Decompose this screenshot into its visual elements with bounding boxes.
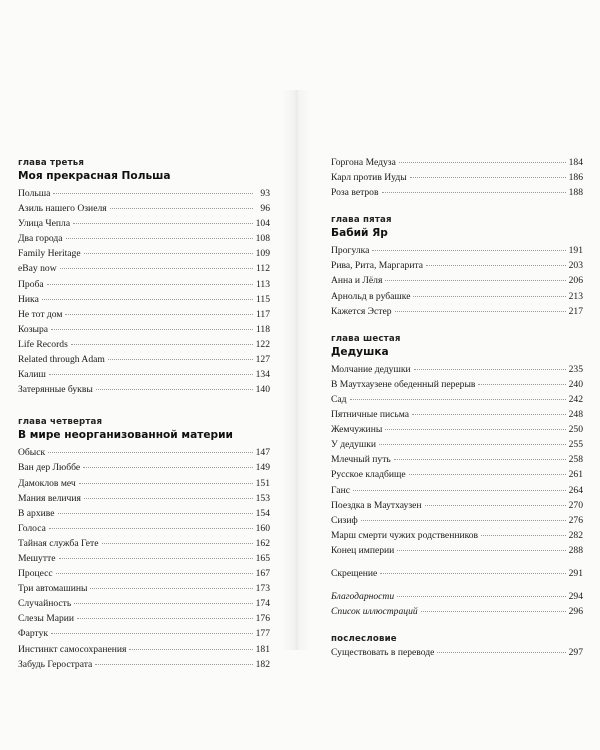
entry-title: Жемчужины xyxy=(331,424,383,436)
entry-title: Сад xyxy=(331,393,347,405)
entry-page: 264 xyxy=(568,484,583,496)
entry-title: Поездка в Маутхаузен xyxy=(331,499,422,511)
entry-title: Существовать в переводе xyxy=(331,647,435,659)
entry-page: 153 xyxy=(255,492,270,504)
toc-entry xyxy=(18,337,270,352)
toc-entry-scrap xyxy=(331,566,583,581)
spacer xyxy=(331,200,583,214)
dot-leader xyxy=(47,284,253,285)
toc-entry-afterword xyxy=(331,645,583,660)
entry-title: Сизиф xyxy=(331,514,358,526)
toc-entry xyxy=(331,437,583,452)
dot-leader xyxy=(397,596,565,597)
dot-leader xyxy=(394,459,566,460)
toc-entry xyxy=(331,304,583,319)
dot-leader xyxy=(478,384,565,385)
entry-title: Фартук xyxy=(18,628,49,640)
toc-entry xyxy=(18,201,270,216)
entry-page: 115 xyxy=(255,293,270,305)
entry-page: 151 xyxy=(255,477,270,489)
toc-entry xyxy=(331,513,583,528)
entry-page: 165 xyxy=(255,552,270,564)
entry-page: 206 xyxy=(568,275,583,287)
spacer xyxy=(331,319,583,333)
entry-page: 191 xyxy=(568,245,583,257)
dot-leader xyxy=(108,359,253,360)
chapter-label: глава четвертая xyxy=(18,417,103,428)
dot-leader xyxy=(53,193,253,194)
entry-title: Улица Чепла xyxy=(18,218,71,230)
entry-title: Затерянные буквы xyxy=(18,384,93,396)
toc-entries-continued xyxy=(331,155,583,200)
entry-title: Не тот дом xyxy=(18,308,63,320)
toc-entry xyxy=(18,292,270,307)
toc-entry xyxy=(18,581,270,596)
spacer xyxy=(331,558,583,566)
toc-entry xyxy=(18,367,270,382)
entry-title: Польша xyxy=(18,188,51,199)
entry-page: 140 xyxy=(255,384,270,396)
toc-entry xyxy=(18,551,270,566)
chapter-title: Дедушка xyxy=(331,345,389,358)
dot-leader xyxy=(380,573,565,574)
dot-leader xyxy=(71,344,253,345)
dot-leader xyxy=(95,664,252,665)
dot-leader xyxy=(73,223,253,224)
entry-page: 186 xyxy=(568,172,583,184)
toc-entry-thanks xyxy=(331,589,583,604)
entry-title: Азиль нашего Озиеля xyxy=(18,203,107,215)
toc-entries xyxy=(331,243,583,318)
toc-entries xyxy=(18,186,270,397)
toc-entry xyxy=(331,407,583,422)
entry-page: 127 xyxy=(255,354,270,366)
toc-entry xyxy=(331,483,583,498)
toc-entry xyxy=(18,261,270,276)
entry-title: Ван дер Люббе xyxy=(18,462,81,474)
toc-entry xyxy=(18,382,270,397)
entry-title: Горгона Медуза xyxy=(331,157,396,168)
entry-page: 240 xyxy=(568,378,583,390)
dot-leader xyxy=(421,611,566,612)
entry-title: Три автомашины xyxy=(18,583,88,595)
entry-title: Млечный путь xyxy=(331,454,391,466)
toc-entry xyxy=(18,506,270,521)
entry-title: Ганс xyxy=(331,484,350,496)
entry-title: Ника xyxy=(18,293,39,305)
toc-entry xyxy=(331,392,583,407)
entry-title: Голоса xyxy=(18,522,46,534)
entry-title: Случайность xyxy=(18,598,72,610)
spacer xyxy=(331,581,583,589)
dot-leader xyxy=(51,329,253,330)
entry-page: 296 xyxy=(568,606,583,618)
entry-title: Молчание дедушки xyxy=(331,363,411,375)
entry-title: В Маутхаузене обеденный перерыв xyxy=(331,378,476,390)
entry-page: 291 xyxy=(568,567,583,579)
entry-title: Мешутте xyxy=(18,552,56,564)
toc-entry xyxy=(331,498,583,513)
toc-entry xyxy=(18,491,270,506)
toc-entry xyxy=(331,467,583,482)
dot-leader xyxy=(102,543,253,544)
entry-page: 288 xyxy=(568,544,583,556)
entry-page: 203 xyxy=(568,260,583,272)
entry-title: Забудь Герострата xyxy=(18,658,93,670)
dot-leader xyxy=(49,374,253,375)
entry-title: Русское кладбище xyxy=(331,469,406,481)
toc-entry xyxy=(331,543,583,558)
entry-page: 261 xyxy=(568,469,583,481)
dot-leader xyxy=(385,280,565,281)
dot-leader xyxy=(382,192,566,193)
toc-entry xyxy=(331,170,583,185)
entry-page: 217 xyxy=(568,305,583,317)
dot-leader xyxy=(410,177,566,178)
toc-entry xyxy=(18,307,270,322)
entry-title: Проба xyxy=(18,278,44,290)
dot-leader xyxy=(56,573,253,574)
entry-page: 177 xyxy=(255,628,270,640)
dot-leader xyxy=(49,528,253,529)
toc-entry xyxy=(331,243,583,258)
dot-leader xyxy=(60,268,253,269)
toc-entry xyxy=(18,231,270,246)
entry-page: 282 xyxy=(568,529,583,541)
toc-entry xyxy=(18,521,270,536)
toc-entries xyxy=(331,362,583,558)
dot-leader xyxy=(77,618,253,619)
dot-leader xyxy=(51,633,253,634)
dot-leader xyxy=(426,265,566,266)
toc-entry xyxy=(18,322,270,337)
entry-title: Мания величия xyxy=(18,492,81,504)
entry-title: Слезы Марии xyxy=(18,613,75,625)
entry-page: 182 xyxy=(255,658,270,670)
dot-leader xyxy=(361,520,566,521)
entry-title: eBay now xyxy=(18,263,57,275)
entry-title: Скрещение xyxy=(331,567,378,579)
dot-leader xyxy=(397,550,565,551)
entry-title: Пятничные письма xyxy=(331,409,410,421)
entry-page: 167 xyxy=(255,568,270,580)
entry-page: 154 xyxy=(255,507,270,519)
entry-title: Список иллюстраций xyxy=(331,606,418,618)
entry-page: 149 xyxy=(255,462,270,474)
chapter-six-section xyxy=(331,333,583,558)
entry-page: 270 xyxy=(568,499,583,511)
toc-entry xyxy=(331,362,583,377)
entry-title: У дедушки xyxy=(331,439,377,451)
dot-leader xyxy=(48,452,252,453)
toc-entry xyxy=(18,657,270,672)
entry-title: Related through Adam xyxy=(18,354,105,366)
toc-entry xyxy=(18,611,270,626)
entry-page: 294 xyxy=(568,591,583,603)
toc-entry xyxy=(331,155,583,170)
toc-entry xyxy=(18,246,270,261)
dot-leader xyxy=(84,498,253,499)
dot-leader xyxy=(79,483,253,484)
dot-leader xyxy=(110,208,253,209)
entry-title: Процесс xyxy=(18,568,53,580)
entry-page: 250 xyxy=(568,424,583,436)
toc-entry xyxy=(331,422,583,437)
dot-leader xyxy=(437,652,565,653)
dot-leader xyxy=(84,253,253,254)
chapter-label: глава третья xyxy=(18,158,85,168)
entry-page: 93 xyxy=(260,188,270,199)
entry-page: 297 xyxy=(568,647,583,659)
dot-leader xyxy=(379,444,566,445)
dot-leader xyxy=(350,399,566,400)
entry-page: 258 xyxy=(568,454,583,466)
entry-page: 108 xyxy=(255,233,270,245)
dot-leader xyxy=(395,311,566,312)
entry-page: 104 xyxy=(255,218,270,230)
entry-page: 109 xyxy=(255,248,270,260)
toc-entry xyxy=(331,377,583,392)
toc-entry-illustrations xyxy=(331,604,583,619)
toc-entry xyxy=(331,289,583,304)
entry-page: 173 xyxy=(255,583,270,595)
entry-title: Рива, Рита, Маргарита xyxy=(331,260,424,272)
entry-title: В архиве xyxy=(18,507,55,519)
entry-page: 174 xyxy=(255,598,270,610)
dot-leader xyxy=(372,250,565,251)
entry-page: 117 xyxy=(255,308,270,320)
left-page-toc xyxy=(18,157,270,672)
entry-page: 181 xyxy=(255,643,270,655)
entry-title: Прогулка xyxy=(331,245,370,257)
dot-leader xyxy=(58,513,253,514)
entry-page: 188 xyxy=(568,187,583,199)
dot-leader xyxy=(425,505,566,506)
dot-leader xyxy=(409,474,566,475)
dot-leader xyxy=(42,299,253,300)
dot-leader xyxy=(413,296,565,297)
dot-leader xyxy=(129,649,252,650)
entry-title: Конец империи xyxy=(331,544,395,556)
entry-page: 122 xyxy=(255,338,270,350)
dot-leader xyxy=(414,369,566,370)
entry-page: 96 xyxy=(260,203,270,215)
entry-page: 255 xyxy=(568,439,583,451)
chapter-title: Моя прекрасная Польша xyxy=(18,170,171,182)
entry-title: Арнольд в рубашке xyxy=(331,290,411,302)
entry-title: Анна и Лёля xyxy=(331,275,383,287)
chapter-four-section xyxy=(18,416,270,671)
entry-title: Козыра xyxy=(18,323,49,335)
dot-leader xyxy=(353,490,566,491)
dot-leader xyxy=(66,238,253,239)
entry-title: Калиш xyxy=(18,369,46,381)
dot-leader xyxy=(385,429,565,430)
dot-leader xyxy=(59,558,253,559)
toc-entry xyxy=(331,185,583,200)
dot-leader xyxy=(90,588,252,589)
entry-title: Тайная служба Гете xyxy=(18,537,99,549)
chapter-title: Бабий Яр xyxy=(331,227,388,240)
entry-page: 184 xyxy=(568,157,583,168)
toc-entry xyxy=(18,536,270,551)
entry-page: 134 xyxy=(255,369,270,381)
dot-leader xyxy=(399,162,566,163)
entry-title: Два города xyxy=(18,233,63,245)
toc-entry xyxy=(18,352,270,367)
afterword-section xyxy=(331,633,583,660)
entry-title: Инстинкт самосохранения xyxy=(18,643,127,655)
entry-title: Благодарности xyxy=(331,591,395,603)
entry-page: 235 xyxy=(568,363,583,375)
chapter-three-section xyxy=(18,157,270,397)
entry-page: 276 xyxy=(568,514,583,526)
dot-leader xyxy=(83,467,253,468)
spacer xyxy=(331,619,583,633)
toc-entry xyxy=(18,277,270,292)
entry-page: 176 xyxy=(255,613,270,625)
entry-page: 213 xyxy=(568,290,583,302)
dot-leader xyxy=(481,535,566,536)
entry-title: Карл против Иуды xyxy=(331,172,407,184)
right-page-toc xyxy=(331,155,583,660)
entry-page: 248 xyxy=(568,409,583,421)
toc-entry xyxy=(18,476,270,491)
dot-leader xyxy=(65,314,252,315)
spacer xyxy=(18,397,270,416)
book-gutter-shadow xyxy=(282,90,310,650)
entry-page: 113 xyxy=(255,278,270,290)
toc-entry xyxy=(331,528,583,543)
entry-page: 118 xyxy=(255,323,270,335)
dot-leader xyxy=(96,389,253,390)
entry-page: 147 xyxy=(255,447,270,459)
toc-entry xyxy=(18,445,270,460)
entry-page: 242 xyxy=(568,393,583,405)
toc-entry xyxy=(18,596,270,611)
toc-entry xyxy=(18,216,270,231)
toc-entry xyxy=(18,626,270,641)
chapter-five-section xyxy=(331,214,583,318)
toc-entry xyxy=(331,273,583,288)
entry-title: Life Records xyxy=(18,338,68,350)
toc-entry xyxy=(331,452,583,467)
chapter-title: В мире неорганизованной материи xyxy=(18,429,233,442)
toc-entry xyxy=(18,566,270,581)
entry-page: 162 xyxy=(255,537,270,549)
chapter-label: глава шестая xyxy=(331,333,401,344)
entry-title: Дамоклов меч xyxy=(18,477,76,489)
entry-page: 112 xyxy=(255,263,270,275)
entry-title: Марш смерти чужих родственников xyxy=(331,529,479,541)
entry-title: Family Heritage xyxy=(18,248,81,260)
entry-title: Обыск xyxy=(18,447,46,459)
entry-title: Кажется Эстер xyxy=(331,305,392,317)
afterword-label: послесловие xyxy=(331,634,397,645)
entry-page: 160 xyxy=(255,522,270,534)
toc-entry xyxy=(18,460,270,475)
toc-entry xyxy=(331,258,583,273)
toc-entry xyxy=(18,642,270,657)
chapter-label: глава пятая xyxy=(331,215,392,226)
dot-leader xyxy=(74,603,252,604)
toc-entries xyxy=(18,445,270,671)
entry-title: Роза ветров xyxy=(331,187,379,199)
toc-entry xyxy=(18,186,270,201)
dot-leader xyxy=(412,414,566,415)
